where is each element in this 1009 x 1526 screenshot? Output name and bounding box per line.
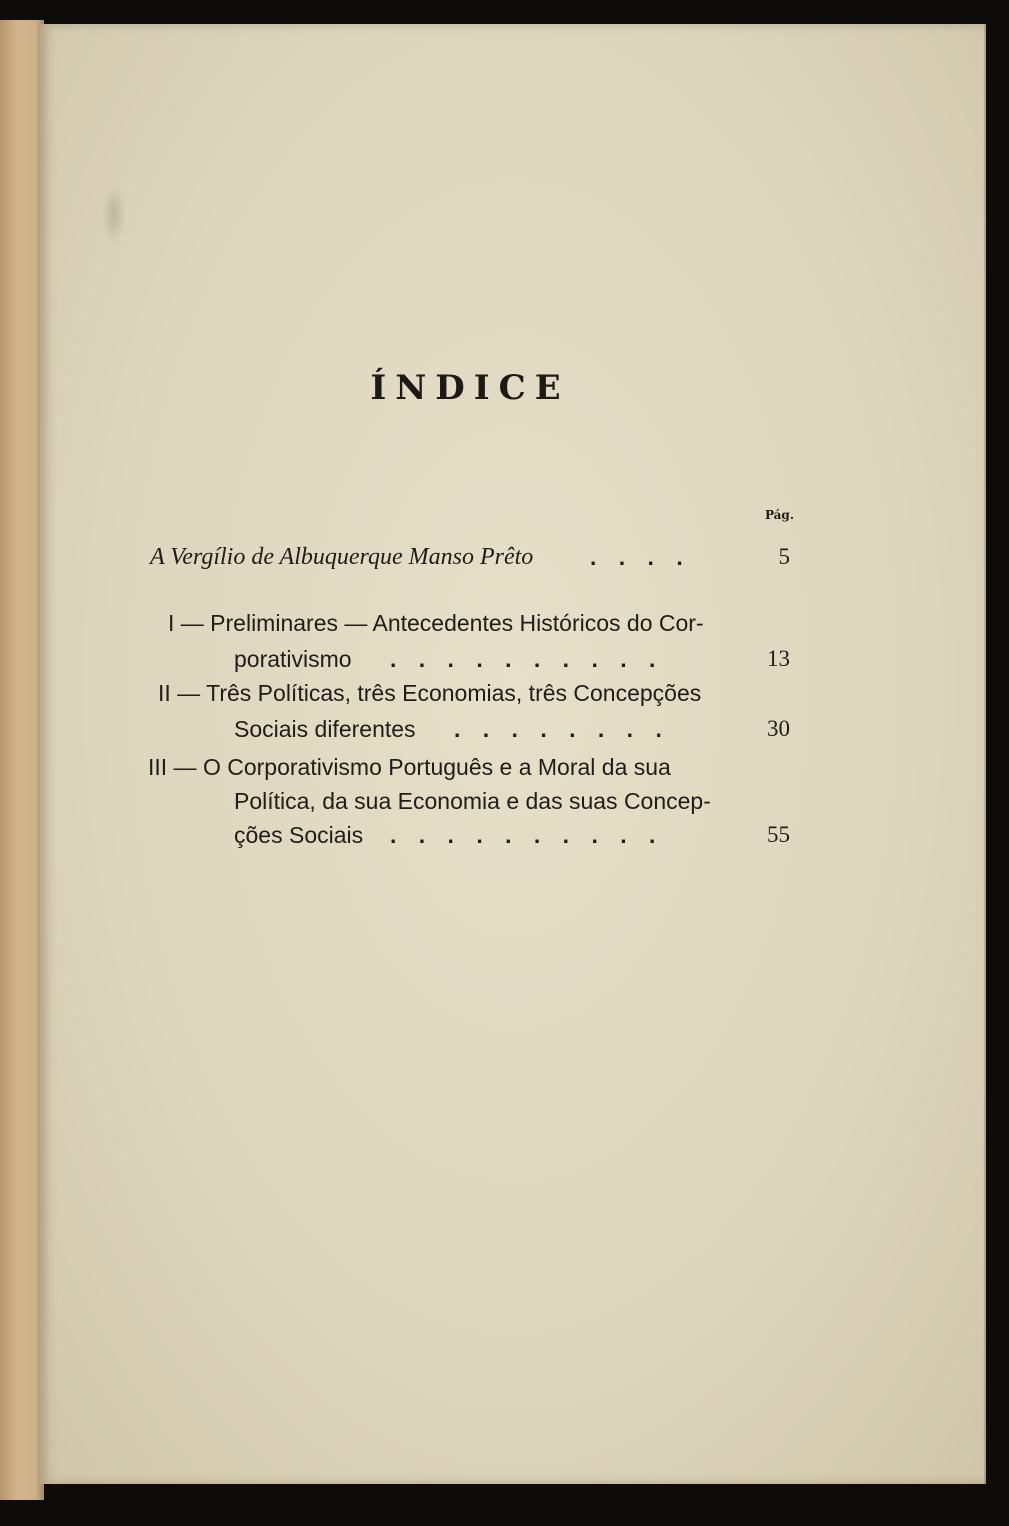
page-title: ÍNDICE <box>370 368 570 408</box>
toc-entry-chapter-2-page: 30 <box>767 716 790 741</box>
toc-entry-chapter-3-page: 55 <box>767 822 790 847</box>
toc-entry-chapter-2-line-1: II — Três Políticas, três Economias, três Concepções <box>158 680 702 706</box>
toc-entry-chapter-1-page: 13 <box>767 646 790 671</box>
toc-entry-chapter-1-line-1: I — Preliminares — Antecedentes Históricos do Cor- <box>168 610 704 636</box>
toc-entry-chapter-2-leader: . . . . . . . . <box>454 716 670 742</box>
page-edge-shadow <box>984 24 986 1484</box>
toc-entry-chapter-1-line-2: porativismo <box>234 646 352 672</box>
book-spine-edge <box>0 20 44 1500</box>
toc-entry-chapter-3-line-1: III — O Corporativismo Português e a Moral da sua <box>148 754 671 780</box>
toc-entry-dedication-page: 5 <box>778 544 790 569</box>
toc-entry-chapter-3-leader: . . . . . . . . . . <box>390 822 664 848</box>
toc-entry-chapter-1-leader: . . . . . . . . . . <box>390 646 664 672</box>
page-column-label: Pág. <box>764 508 794 522</box>
toc-entry-chapter-3-line-3: ções Sociais <box>234 822 364 848</box>
book-page <box>40 24 986 1484</box>
page-smudge <box>102 184 126 244</box>
toc-entry-chapter-3-line-2: Política, da sua Economia e das suas Concep- <box>234 788 711 814</box>
toc-entry-chapter-2-line-2: Sociais diferentes <box>234 716 416 742</box>
toc-entry-dedication-leader: . . . . <box>590 544 691 570</box>
toc-entry-dedication-text: A Vergílio de Albuquerque Manso Prêto <box>150 544 534 570</box>
